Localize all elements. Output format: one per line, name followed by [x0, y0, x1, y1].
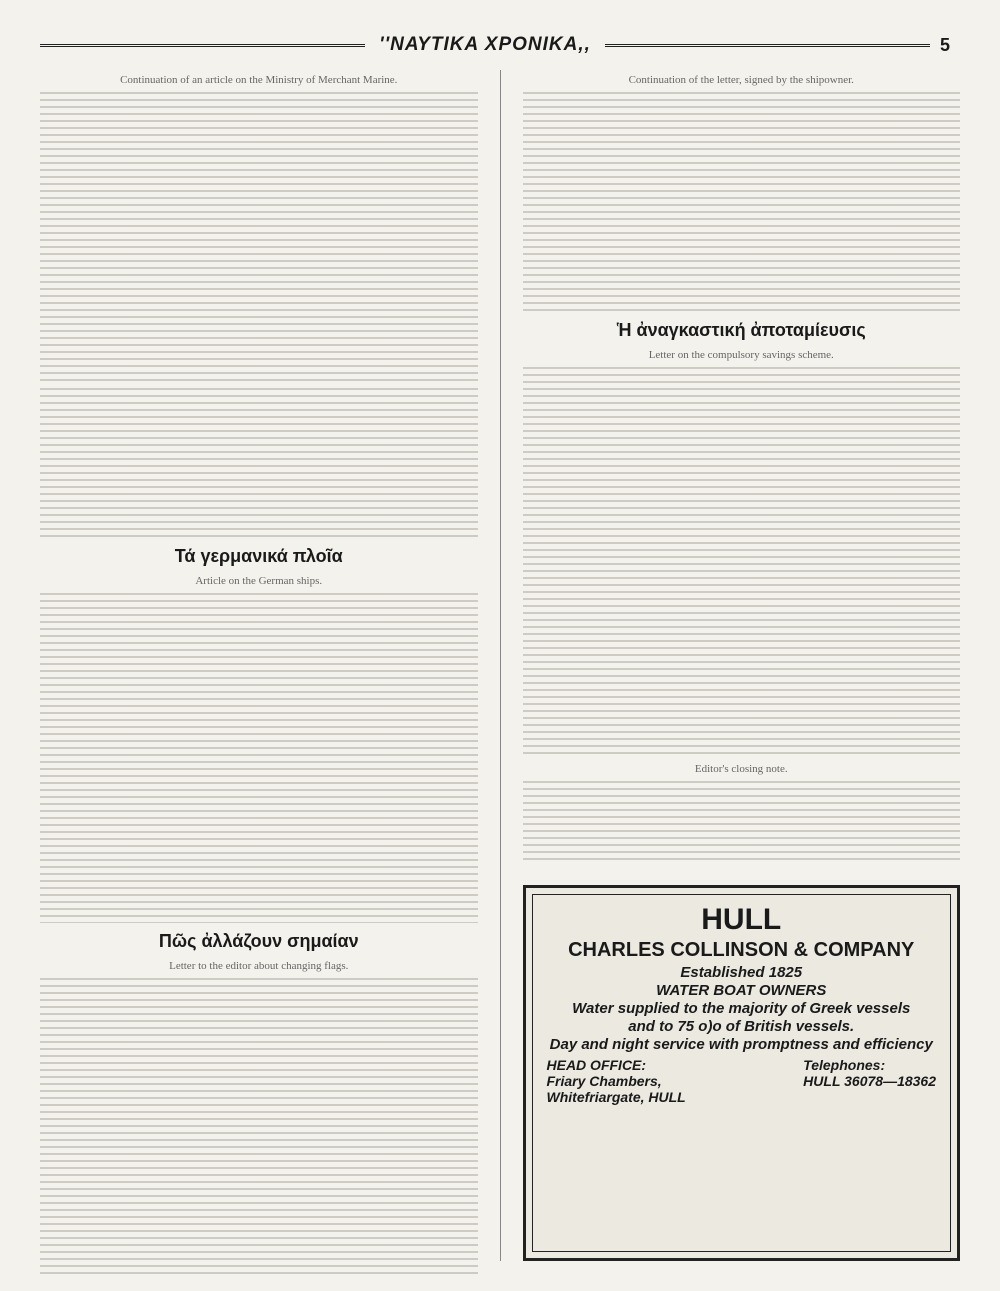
body-text-block	[523, 367, 961, 757]
savings-summary: Letter on the compulsory savings scheme.	[648, 349, 834, 361]
masthead-rule-left	[40, 44, 365, 47]
body-text-block	[40, 388, 478, 538]
columns	[40, 70, 960, 1261]
closing-summary: Editor's closing note.	[694, 763, 788, 775]
left-opening-summary: Continuation of an article on the Ministry of Merchant Marine.	[120, 74, 398, 86]
body-text-block	[40, 92, 478, 382]
left-column	[40, 70, 478, 1261]
body-text-block	[40, 593, 478, 923]
masthead-rule-right	[605, 44, 930, 47]
ad-business: WATER BOAT OWNERS	[656, 982, 827, 999]
body-text-block	[40, 978, 478, 1278]
page-number: 5	[940, 34, 951, 55]
body-text-block	[523, 92, 961, 312]
ad-line-3: Day and night service with promptness and efficiency	[549, 1036, 933, 1053]
heading-flags: Πῶς ἀλλάζουν σημαίαν	[158, 931, 359, 951]
ad-telephones	[803, 1057, 936, 1105]
ad-contact-row	[547, 1057, 937, 1105]
masthead	[40, 28, 960, 62]
ad-address-2: Whitefriargate, HULL	[546, 1089, 686, 1105]
ad-telephone-numbers: HULL 36078—18362	[803, 1073, 936, 1089]
ad-address	[547, 1057, 686, 1105]
ad-line-1: Water supplied to the majority of Greek vessels	[572, 1000, 911, 1017]
advertisement	[523, 885, 961, 1261]
ad-telephones-label: Telephones:	[803, 1057, 886, 1073]
right-column	[523, 70, 961, 1261]
masthead-title: ''ΝΑΥΤΙΚΑ ΧΡΟΝΙΚΑ,,	[379, 34, 591, 55]
column-divider	[500, 70, 501, 1261]
body-text-block	[523, 781, 961, 861]
heading-german-ships: Τά γερμανικά πλοῖα	[174, 546, 343, 566]
ad-established: Established 1825	[680, 964, 803, 981]
ad-hull: HULL	[701, 903, 782, 936]
german-ships-summary: Article on the German ships.	[195, 575, 323, 587]
heading-savings: Ἡ ἀναγκαστική ἀποταμίευσις	[616, 320, 866, 340]
ad-address-1: Friary Chambers,	[546, 1073, 662, 1089]
flags-summary: Letter to the editor about changing flags.	[169, 960, 349, 972]
advertisement-frame	[532, 894, 952, 1252]
ad-head-office-label: HEAD OFFICE:	[546, 1057, 647, 1073]
ad-line-2: and to 75 o)o of British vessels.	[628, 1018, 855, 1035]
ad-company: CHARLES COLLINSON & COMPANY	[568, 939, 915, 961]
right-opening-summary: Continuation of the letter, signed by the shipowner.	[628, 74, 854, 86]
